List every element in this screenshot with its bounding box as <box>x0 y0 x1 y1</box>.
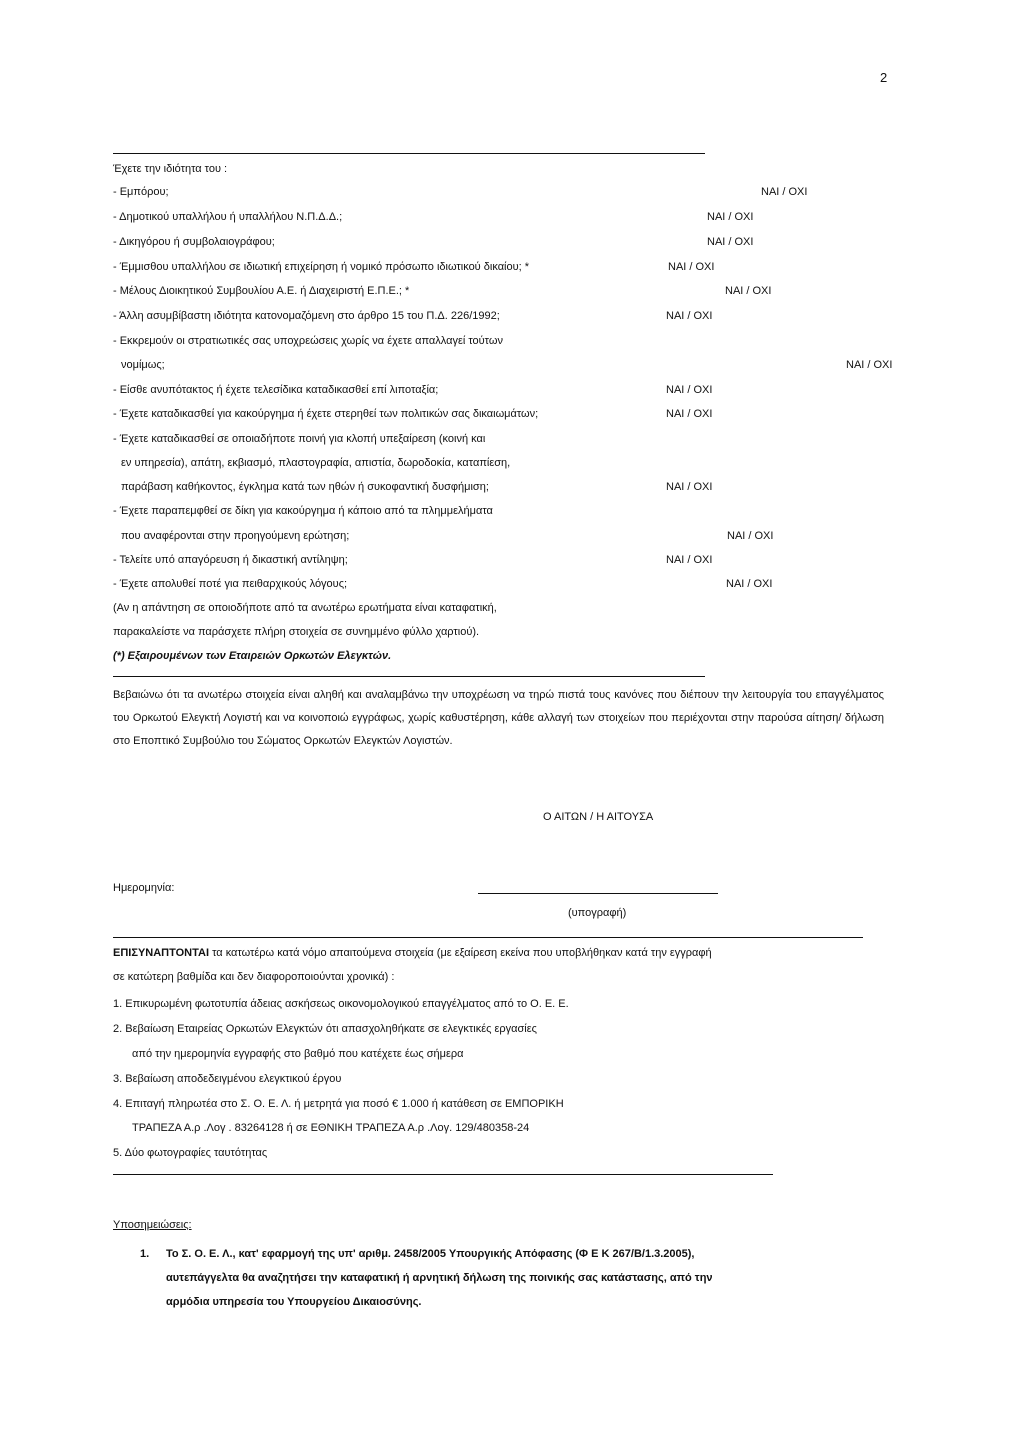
attachment-item: 2. Βεβαίωση Εταιρείας Ορκωτών Ελεγκτών ότι απασχοληθήκατε σε ελεγκτικές εργασίες <box>113 1023 537 1035</box>
answer-yes-no: ΝΑΙ / ΟΧΙ <box>761 186 808 198</box>
attachment-item: 4. Επιταγή πληρωτέα στο Σ. Ο. Ε. Λ. ή μετρητά για ποσό € 1.000 ή κατάθεση σε ΕΜΠΟΡΙΚΗ <box>113 1098 564 1110</box>
question-theft-conviction-cont: εν υπηρεσία), απάτη, εκβιασμό, πλαστογραφία, απιστία, δωροδοκία, καταπίεση, <box>121 457 511 469</box>
attachment-item-cont: ΤΡΑΠΕΖΑ Α.ρ .Λογ . 83264128 ή σε ΕΘΝΙΚΗ ΤΡΑΠΕΖΑ Α.ρ .Λογ. 129/480358-24 <box>132 1122 530 1134</box>
answer-yes-no: ΝΑΙ / ΟΧΙ <box>666 554 713 566</box>
answer-yes-no: ΝΑΙ / ΟΧΙ <box>666 384 713 396</box>
question-board-member: - Μέλους Διοικητικού Συμβουλίου Α.Ε. ή Διαχειριστή Ε.Π.Ε.; * <box>113 285 410 297</box>
attachment-item: 3. Βεβαίωση αποδεδειγμένου ελεγκτικού έργου <box>113 1073 342 1085</box>
note-exemption: (*) Εξαιρουμένων των Εταιρειών Ορκωτών Ελεγκτών. <box>113 650 392 662</box>
attachment-item-cont: από την ημερομηνία εγγραφής στο βαθμό που κατέχετε έως σήμερα <box>132 1048 464 1060</box>
top-rule <box>113 153 705 154</box>
footnote-text: Το Σ. Ο. Ε. Λ., κατ' εφαρμογή της υπ' αριθμ. 2458/2005 Υπουργικής Απόφασης (Φ Ε Κ 267/Β/1.3.2005), <box>166 1248 695 1260</box>
answer-yes-no: ΝΑΙ / ΟΧΙ <box>707 236 754 248</box>
answer-yes-no: ΝΑΙ / ΟΧΙ <box>668 261 715 273</box>
question-draft-evader: - Είσθε ανυπότακτος ή έχετε τελεσίδικα καταδικασθεί επί λιποταξία; <box>113 384 439 396</box>
question-theft-conviction-cont: παράβαση καθήκοντος, έγκλημα κατά των ηθών ή συκοφαντική δυσφήμιση; <box>121 481 489 493</box>
attachments-heading <box>113 947 712 959</box>
footnote-text: αυτεπάγγελτα θα αναζητήσει την καταφατική ή αρνητική δήλωση της ποινικής σας κατάστασης, από την <box>166 1272 713 1284</box>
question-incompatible-capacity: - Άλλη ασυμβίβαστη ιδιότητα κατονομαζόμενη στο άρθρο 15 του Π.Δ. 226/1992; <box>113 310 500 322</box>
attachments-heading-text: τα κατωτέρω κατά νόμο απαιτούμενα στοιχεία (με εξαίρεση εκείνα που υποβλήθηκαν κατά την εγγραφή <box>209 947 712 959</box>
answer-yes-no: ΝΑΙ / ΟΧΙ <box>666 408 713 420</box>
question-municipal-employee: - Δημοτικού υπαλλήλου ή υπαλλήλου Ν.Π.Δ.Δ.; <box>113 211 343 223</box>
answer-yes-no: ΝΑΙ / ΟΧΙ <box>666 481 713 493</box>
answer-yes-no: ΝΑΙ / ΟΧΙ <box>846 359 893 371</box>
question-referred-to-trial-cont: που αναφέρονται στην προηγούμενη ερώτηση; <box>121 530 350 542</box>
attachment-item: 5. Δύο φωτογραφίες ταυτότητας <box>113 1147 268 1159</box>
signature-label: (υπογραφή) <box>568 907 627 919</box>
answer-yes-no: ΝΑΙ / ΟΧΙ <box>726 578 773 590</box>
question-merchant: - Εμπόρου; <box>113 186 169 198</box>
attachments-heading-bold: ΕΠΙΣΥΝΑΠΤΟΝΤΑΙ <box>113 947 210 959</box>
answer-yes-no: ΝΑΙ / ΟΧΙ <box>707 211 754 223</box>
declaration-text: Βεβαιώνω ότι τα ανωτέρω στοιχεία είναι αληθή και αναλαμβάνω την υποχρέωση να τηρώ πιστά τους κανόνες που διέπουν την λειτουργία του επαγγέλματος του Ορκωτού Ελεγκτή Λογιστή και να κοινοποιώ εγγράφως, χωρίς καθυστέρηση, κάθε αλλαγή των στοιχείων που περιέχονται στην παρούσα αίτηση/ δήλωση στο Εποπτικό Συμβούλιο του Σώματος Ορκωτών Ελεγκτών Λογιστών. <box>113 689 884 747</box>
signature-line <box>478 893 718 894</box>
note-affirmative-cont: παρακαλείστε να παράσχετε πλήρη στοιχεία σε συνημμένο φύλλο χαρτιού). <box>113 626 480 638</box>
question-salaried-employee: - Έμμισθου υπαλλήλου σε ιδιωτική επιχείρηση ή νομικό πρόσωπο ιδιωτικού δικαίου; * <box>113 261 530 273</box>
question-theft-conviction: - Έχετε καταδικασθεί σε οποιαδήποτε ποινή για κλοπή υπεξαίρεση (κοινή και <box>113 433 486 445</box>
date-label: Ημερομηνία: <box>113 882 175 894</box>
footnote-text: αρμόδια υπηρεσία του Υπουργείου Δικαιοσύνης. <box>166 1296 422 1308</box>
answer-yes-no: ΝΑΙ / ΟΧΙ <box>727 530 774 542</box>
footnote-number: 1. <box>140 1248 150 1260</box>
attachment-item: 1. Επικυρωμένη φωτοτυπία άδειας ασκήσεως οικονομολογικού επαγγέλματος από το Ο. Ε. Ε. <box>113 998 569 1010</box>
page-number: 2 <box>880 70 888 85</box>
question-military-obligations-cont: νομίμως; <box>121 359 165 371</box>
question-felony-conviction: - Έχετε καταδικασθεί για κακούργημα ή έχετε στερηθεί των πολιτικών σας δικαιωμάτων; <box>113 408 539 420</box>
attachments-heading-cont: σε κατώτερη βαθμίδα και δεν διαφοροποιούνται χρονικά) : <box>113 971 395 983</box>
applicant-label: Ο ΑΙΤΩΝ / Η ΑΙΤΟΥΣΑ <box>543 811 654 823</box>
question-military-obligations: - Εκκρεμούν οι στρατιωτικές σας υποχρεώσεις χωρίς να έχετε απαλλαγεί τούτων <box>113 335 503 347</box>
answer-yes-no: ΝΑΙ / ΟΧΙ <box>666 310 713 322</box>
footnotes-title: Υποσημειώσεις: <box>113 1219 192 1231</box>
question-referred-to-trial: - Έχετε παραπεμφθεί σε δίκη για κακούργημα ή κάποιο από τα πλημμελήματα <box>113 505 493 517</box>
answer-yes-no: ΝΑΙ / ΟΧΙ <box>725 285 772 297</box>
question-interdiction: - Τελείτε υπό απαγόρευση ή δικαστική αντίληψη; <box>113 554 348 566</box>
note-affirmative: (Αν η απάντηση σε οποιοδήποτε από τα ανωτέρω ερωτήματα είναι καταφατική, <box>113 602 497 614</box>
question-dismissed: - Έχετε απολυθεί ποτέ για πειθαρχικούς λόγους; <box>113 578 348 590</box>
section-rule <box>113 676 705 677</box>
section-rule <box>113 937 863 938</box>
question-lawyer-notary: - Δικηγόρου ή συμβολαιογράφου; <box>113 236 275 248</box>
section-rule <box>113 1174 773 1175</box>
questions-intro: Έχετε την ιδιότητα του : <box>113 163 228 175</box>
